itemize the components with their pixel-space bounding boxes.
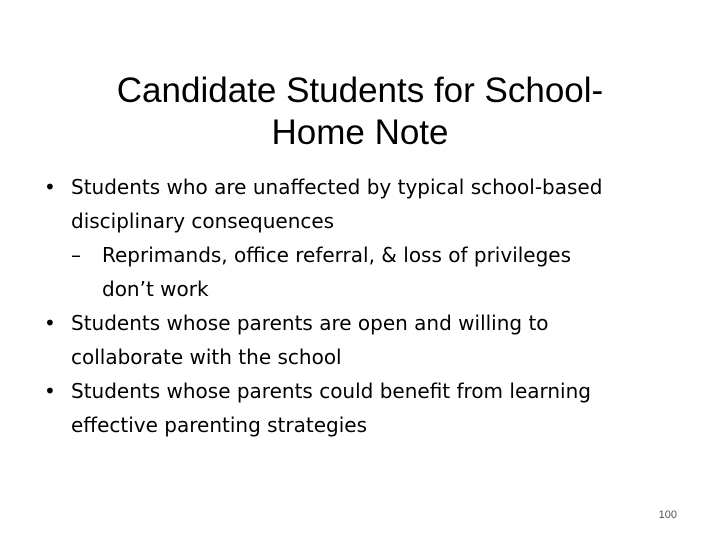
bullet-text-line: Students who are unaffected by typical school-based bbox=[71, 175, 603, 199]
title-line-2: Home Note bbox=[271, 113, 449, 152]
bullet-marker: • bbox=[44, 311, 56, 335]
sub-bullet-marker: – bbox=[71, 243, 81, 267]
bullet-marker: • bbox=[44, 175, 56, 199]
bullet-unaffected-students bbox=[44, 170, 684, 238]
bullet-willing-parents bbox=[44, 306, 684, 374]
bullet-text-line: collaborate with the school bbox=[71, 345, 342, 369]
sub-bullet-reprimands bbox=[44, 238, 684, 306]
bullet-text-line: Students whose parents are open and willing to bbox=[71, 311, 549, 335]
page-number: 100 bbox=[658, 509, 677, 521]
bullet-text-line: don’t work bbox=[102, 277, 209, 301]
slide-title bbox=[60, 70, 660, 154]
bullet-text-line: Students whose parents could benefit from learning bbox=[71, 379, 591, 403]
bullet-text-line: disciplinary consequences bbox=[71, 209, 335, 233]
bullet-marker: • bbox=[44, 379, 56, 403]
title-line-1: Candidate Students for School- bbox=[116, 71, 604, 110]
slide-body bbox=[44, 170, 684, 442]
bullet-text-line: effective parenting strategies bbox=[71, 413, 367, 437]
bullet-parenting-strategies bbox=[44, 374, 684, 442]
bullet-text-line: Reprimands, office referral, & loss of privileges bbox=[102, 243, 572, 267]
